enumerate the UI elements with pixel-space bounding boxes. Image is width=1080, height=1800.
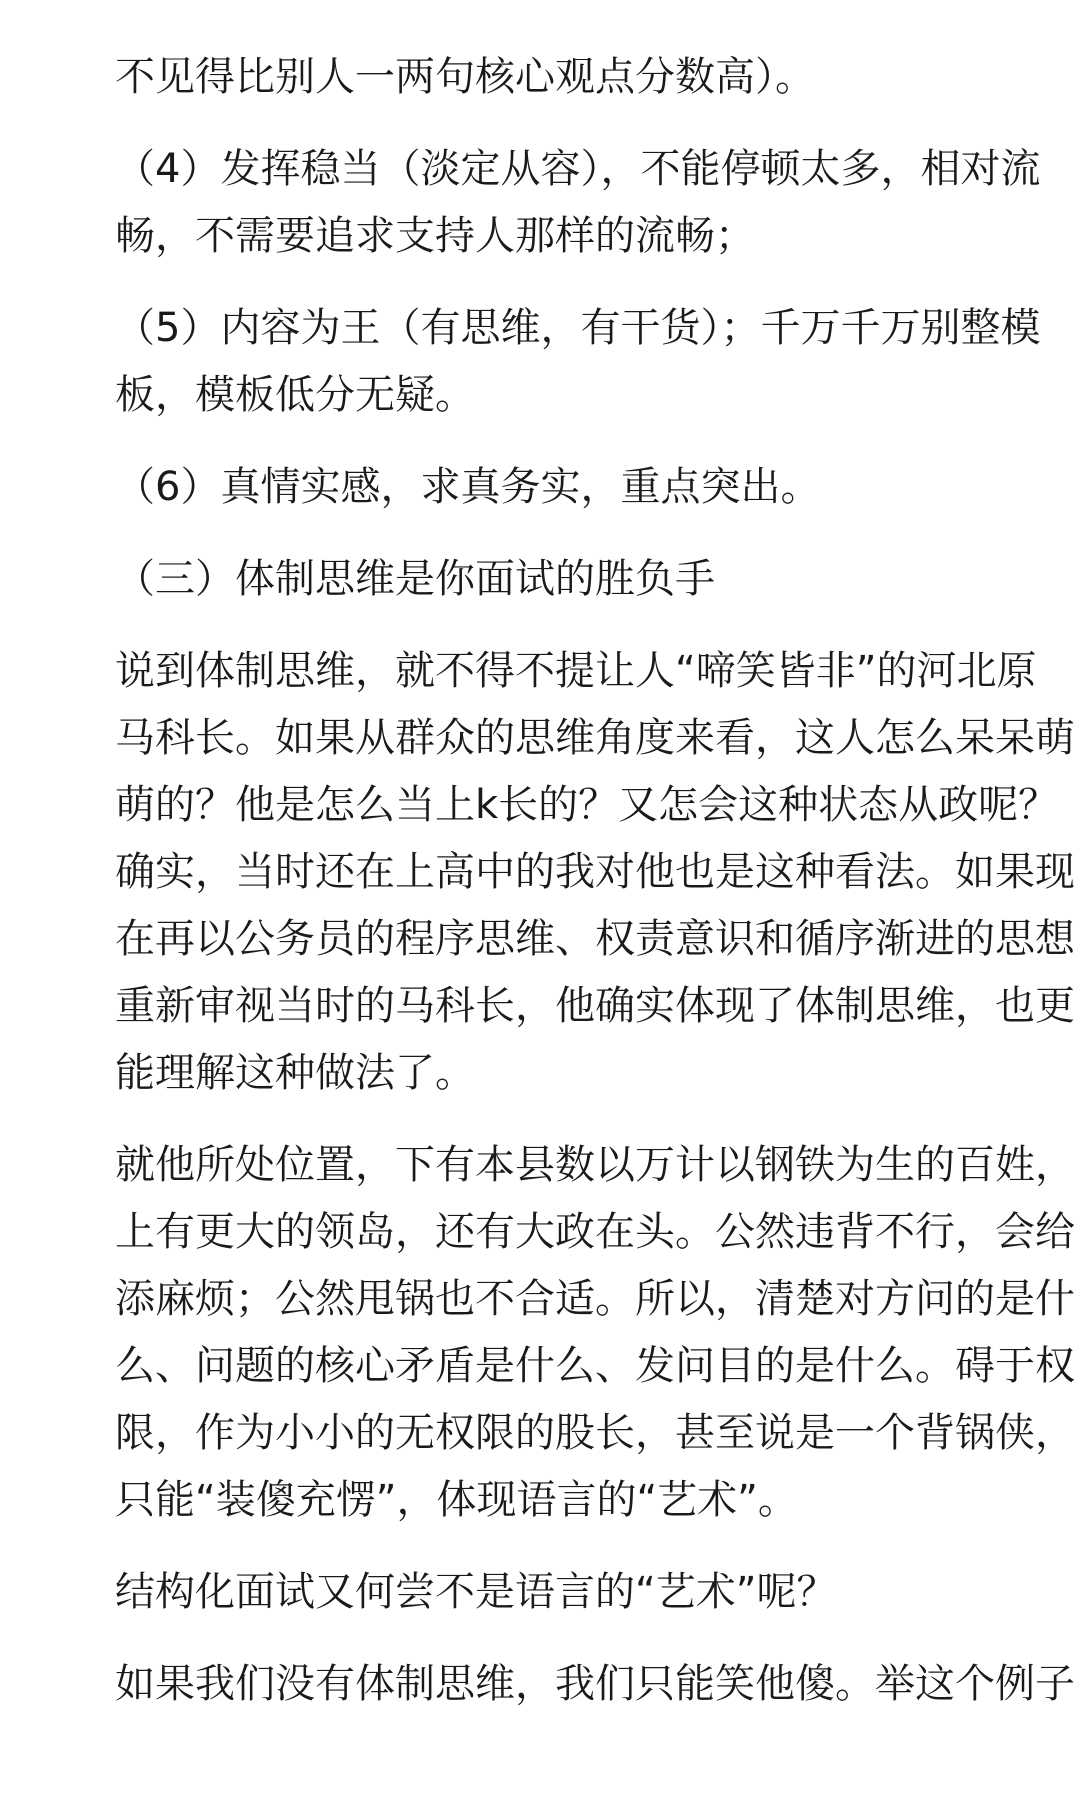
text-line: 畅，不需要追求支持人那样的流畅； — [115, 213, 755, 259]
paragraph-7 — [115, 1132, 1075, 1534]
article-body — [115, 44, 1075, 1743]
text-line: 么、问题的核心矛盾是什么、发问目的是什么。碍于权 — [115, 1343, 1075, 1389]
text-line: 不见得比别人一两句核心观点分数高）。 — [115, 54, 815, 100]
text-line: 马科长。如果从群众的思维角度来看，这人怎么呆呆萌 — [115, 715, 1075, 761]
text-line: 就他所处位置，下有本县数以万计以钢铁为生的百姓， — [115, 1142, 1075, 1188]
text-line: 添麻烦；公然甩锅也不合适。所以，清楚对方问的是什 — [115, 1276, 1075, 1322]
text-line: （三）体制思维是你面试的胜负手 — [115, 556, 715, 602]
paragraph-8 — [115, 1559, 1015, 1626]
paragraph-6 — [115, 638, 1075, 1107]
text-line: （4）发挥稳当（淡定从容），不能停顿太多，相对流 — [115, 146, 1041, 192]
paragraph-3 — [115, 295, 1041, 429]
paragraph-9 — [115, 1651, 1075, 1718]
text-line: 说到体制思维，就不得不提让人“啼笑皆非”的河北原 — [115, 648, 1037, 694]
text-line: 只能“装傻充愣”，体现语言的“艺术”。 — [115, 1477, 798, 1523]
text-line: （5）内容为王（有思维，有干货）；千万千万别整模 — [115, 305, 1041, 351]
text-line: 板，模板低分无疑。 — [115, 372, 475, 418]
text-line: 萌的？他是怎么当上k长的？又怎会这种状态从政呢？ — [115, 782, 1059, 828]
paragraph-2 — [115, 136, 1041, 270]
text-line: 结构化面试又何尝不是语言的“艺术”呢？ — [115, 1569, 837, 1615]
text-line: 上有更大的领岛，还有大政在头。公然违背不行，会给 — [115, 1209, 1075, 1255]
paragraph-4 — [115, 454, 1015, 521]
text-line: 如果我们没有体制思维，我们只能笑他傻。举这个例子 — [115, 1661, 1075, 1707]
section-heading — [115, 546, 1015, 613]
text-line: 能理解这种做法了。 — [115, 1050, 475, 1096]
text-line: 在再以公务员的程序思维、权责意识和循序渐进的思想 — [115, 916, 1075, 962]
paragraph-1 — [115, 44, 1015, 111]
text-line: 重新审视当时的马科长，他确实体现了体制思维，也更 — [115, 983, 1075, 1029]
text-line: 限，作为小小的无权限的股长，甚至说是一个背锅侠， — [115, 1410, 1075, 1456]
text-line: （6）真情实感，求真务实，重点突出。 — [115, 464, 821, 510]
text-line: 确实，当时还在上高中的我对他也是这种看法。如果现 — [115, 849, 1075, 895]
